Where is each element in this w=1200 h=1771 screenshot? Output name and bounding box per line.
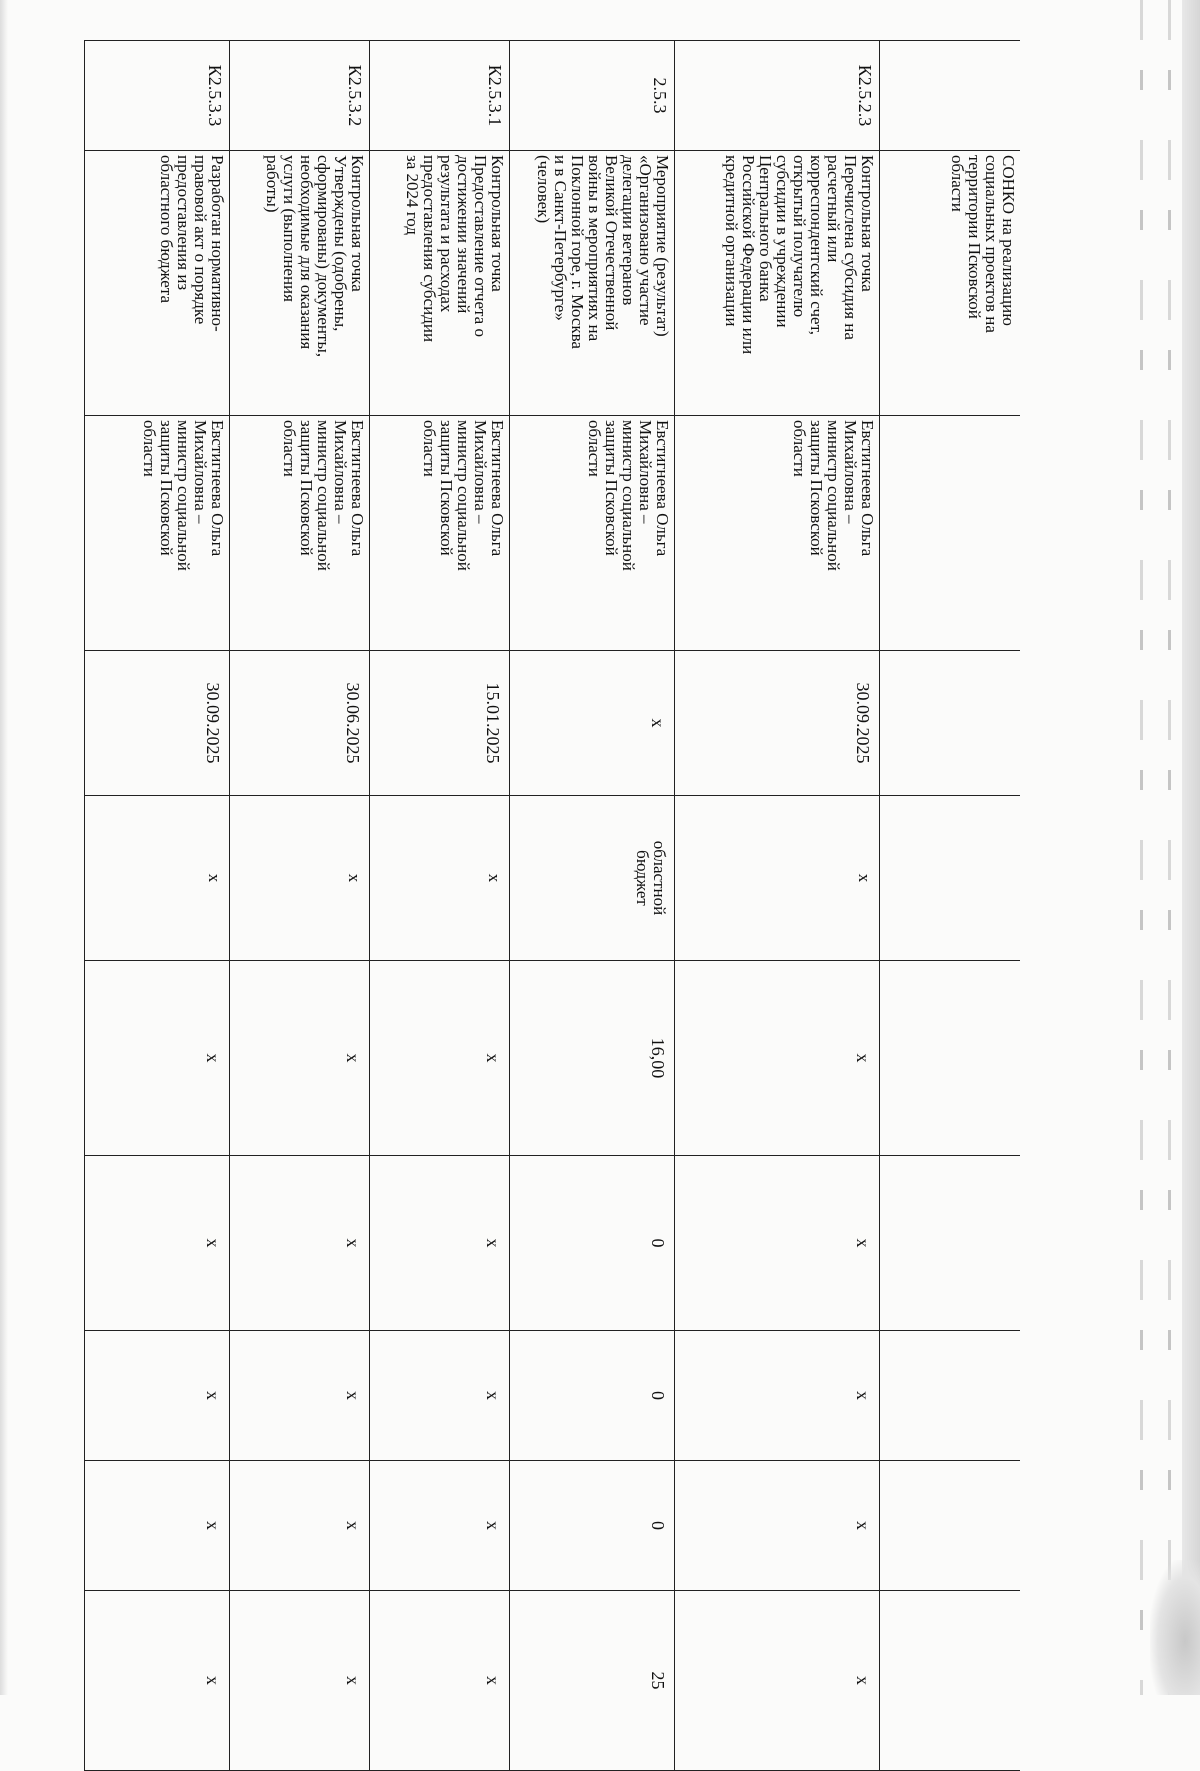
row-value-2 [880, 1156, 1020, 1331]
row-responsible: Евстигнеева Ольга Михайловна – министр социальной защиты Псковской области [230, 416, 370, 651]
scan-blot [1150, 1560, 1200, 1695]
row-value-5: 25 [510, 1591, 675, 1771]
row-value-5: х [675, 1591, 880, 1771]
row-source: х [675, 796, 880, 961]
row-value-3: х [230, 1331, 370, 1461]
row-value-2: х [675, 1156, 880, 1331]
row-value-2: х [370, 1156, 510, 1331]
row-date: 15.01.2025 [370, 651, 510, 796]
rotated-page [85, 40, 1020, 1690]
row-value-1: 16,00 [510, 961, 675, 1156]
table-row [880, 41, 1020, 1771]
scan-left-edge [0, 0, 8, 1695]
row-source: областной бюджет [510, 796, 675, 961]
table-row [370, 41, 510, 1771]
row-value-4: х [85, 1461, 230, 1591]
table-row [510, 41, 675, 1771]
row-value-1: х [85, 961, 230, 1156]
table-row [85, 41, 230, 1771]
table-row [675, 41, 880, 1771]
row-value-1 [880, 961, 1020, 1156]
row-date [880, 651, 1020, 796]
row-value-4: 0 [510, 1461, 675, 1591]
scan-line [1140, 0, 1143, 1695]
row-value-1: х [370, 961, 510, 1156]
row-responsible: Евстигнеева Ольга Михайловна – министр социальной защиты Псковской области [675, 416, 880, 651]
row-responsible [880, 416, 1020, 651]
row-date: х [510, 651, 675, 796]
row-description: СОНКО на реализацию социальных проектов на территории Псковской области [880, 151, 1020, 416]
row-value-4: х [675, 1461, 880, 1591]
row-code [880, 41, 1020, 151]
scan-right-edge [1182, 0, 1200, 1695]
row-value-2: х [85, 1156, 230, 1331]
row-source: х [230, 796, 370, 961]
row-value-3: х [370, 1331, 510, 1461]
row-value-5: х [230, 1591, 370, 1771]
row-code: К2.5.3.3 [85, 41, 230, 151]
row-value-2: 0 [510, 1156, 675, 1331]
row-date: 30.09.2025 [85, 651, 230, 796]
row-source: х [85, 796, 230, 961]
row-value-4 [880, 1461, 1020, 1591]
row-value-2: х [230, 1156, 370, 1331]
row-description: Контрольная точка Перечислена субсидия на расчетный или корреспондентский счет, открытый получателю субсидии в учреждении Центрального банка Российской Федерации или кредитной организации [675, 151, 880, 416]
row-description: Контрольная точка Утверждены (одобрены, сформированы) документы, необходимые для оказания услуги (выполнения работы) [230, 151, 370, 416]
row-responsible: Евстигнеева Ольга Михайловна – министр социальной защиты Псковской области [370, 416, 510, 651]
row-code: К2.5.3.1 [370, 41, 510, 151]
row-code: К2.5.3.2 [230, 41, 370, 151]
row-value-4: х [230, 1461, 370, 1591]
row-responsible: Евстигнеева Ольга Михайловна – министр социальной защиты Псковской области [85, 416, 230, 651]
row-value-5 [880, 1591, 1020, 1771]
row-value-1: х [230, 961, 370, 1156]
row-code: 2.5.3 [510, 41, 675, 151]
plan-table [85, 40, 1021, 1771]
row-value-4: х [370, 1461, 510, 1591]
row-source [880, 796, 1020, 961]
scan-line [1168, 0, 1171, 1695]
row-date: 30.06.2025 [230, 651, 370, 796]
row-value-3: 0 [510, 1331, 675, 1461]
row-description: Разработан нормативно- правовой акт о порядке предоставления из областного бюджета [85, 151, 230, 416]
row-value-5: х [85, 1591, 230, 1771]
row-value-1: х [675, 961, 880, 1156]
row-description: Мероприятие (результат) «Организовано участие делегации ветеранов Великой Отечественной войны в мероприятиях на Поклонной горе, г. Москва и в Санкт-Петербурге» (человек) [510, 151, 675, 416]
row-value-3: х [675, 1331, 880, 1461]
row-description: Контрольная точка Предоставление отчета о достижении значений результата и расходах предоставления субсидии за 2024 год [370, 151, 510, 416]
row-source: х [370, 796, 510, 961]
row-value-3: х [85, 1331, 230, 1461]
row-value-5: х [370, 1591, 510, 1771]
row-responsible: Евстигнеева Ольга Михайловна – министр социальной защиты Псковской области [510, 416, 675, 651]
table-row [230, 41, 370, 1771]
row-date: 30.09.2025 [675, 651, 880, 796]
row-value-3 [880, 1331, 1020, 1461]
row-code: К2.5.2.3 [675, 41, 880, 151]
